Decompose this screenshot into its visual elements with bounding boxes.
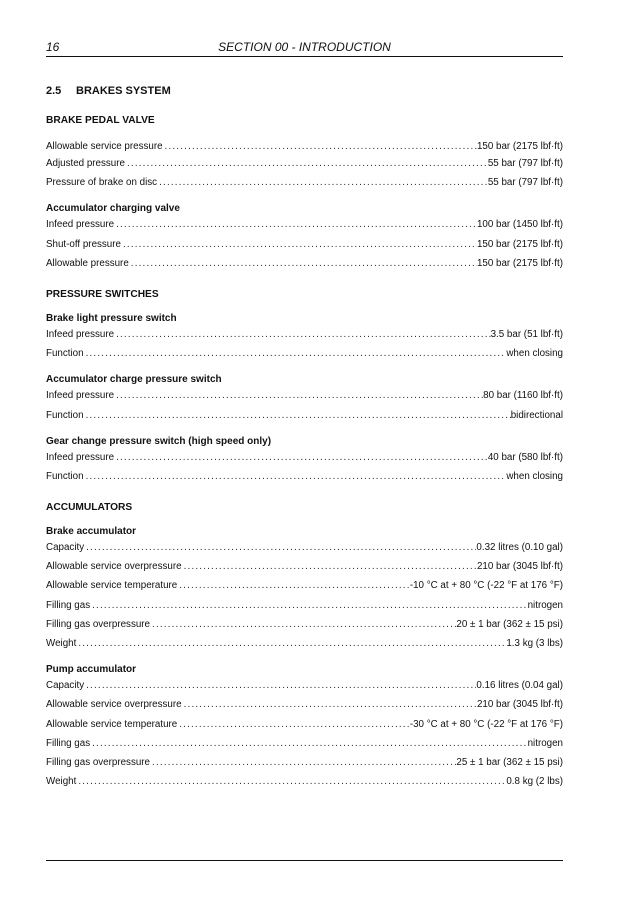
section-heading: [46, 85, 563, 103]
subgroup-heading: Brake light pressure switch: [46, 312, 177, 324]
spec-row: [46, 676, 563, 695]
dot-leader: [125, 154, 488, 173]
spec-value: -30 °C at + 80 °C (-22 °F at 176 °F): [409, 718, 563, 730]
spec-label: Adjusted pressure: [46, 158, 125, 169]
spec-row: [46, 734, 563, 753]
spec-row: [46, 235, 563, 254]
spec-row: [46, 154, 563, 173]
spec-label: Weight: [46, 776, 77, 788]
spec-block: [46, 500, 563, 791]
section-title: BRAKES SYSTEM: [76, 85, 171, 97]
spec-row: [46, 448, 563, 467]
spec-row: [46, 695, 563, 714]
spec-label: Allowable service temperature: [46, 580, 178, 592]
spec-row: [46, 772, 563, 791]
spec-row: [46, 576, 563, 595]
spec-row: [46, 538, 563, 557]
section-number: 2.5: [46, 85, 62, 97]
dot-leader: [84, 538, 476, 557]
spec-label: Function: [46, 409, 84, 421]
spec-label: Filling gas: [46, 599, 91, 611]
section-header-title: SECTION 00 - INTRODUCTION: [218, 40, 391, 54]
spec-row: [46, 173, 563, 192]
spec-label: Allowable pressure: [46, 257, 129, 269]
spec-subgroup: [46, 526, 563, 653]
spec-subgroup: [46, 664, 563, 791]
dot-leader: [177, 576, 410, 595]
spec-row: [46, 139, 563, 154]
dot-leader: [129, 254, 477, 273]
spec-value: 55 bar (797 lbf·ft): [487, 177, 563, 189]
spec-subgroup: [46, 436, 563, 486]
block-heading: BRAKE PEDAL VALVE: [46, 115, 155, 126]
spec-row: [46, 753, 563, 772]
spec-label: Allowable service pressure: [46, 141, 163, 152]
spec-row: [46, 386, 563, 405]
manual-page: [46, 0, 563, 903]
spec-subgroup: [46, 313, 563, 363]
spec-value: 100 bar (1450 lbf·ft): [476, 219, 563, 231]
spec-value: 210 bar (3045 lbf·ft): [476, 699, 563, 711]
spec-subgroup: [46, 139, 563, 192]
spec-label: Filling gas overpressure: [46, 618, 151, 630]
page-header: [46, 38, 563, 57]
subgroup-heading: Pump accumulator: [46, 664, 137, 676]
spec-label: Filling gas: [46, 737, 91, 749]
spec-value: 210 bar (3045 lbf·ft): [476, 561, 563, 573]
footer-rule: [46, 860, 563, 861]
dot-leader: [150, 753, 456, 772]
spec-value: 150 bar (2175 lbf·ft): [476, 257, 563, 269]
spec-row: [46, 557, 563, 576]
spec-value: 25 ± 1 bar (362 ± 15 psi): [456, 756, 563, 768]
subgroup-heading: Accumulator charging valve: [46, 203, 180, 215]
spec-label: Capacity: [46, 680, 85, 692]
spec-label: Pressure of brake on disc: [46, 177, 158, 189]
spec-row: [46, 467, 563, 486]
spec-subgroup: [46, 203, 563, 273]
dot-leader: [84, 406, 511, 425]
spec-row: [46, 344, 563, 363]
spec-value: 20 ± 1 bar (362 ± 15 psi): [456, 618, 563, 630]
spec-block: [46, 287, 563, 486]
spec-blocks: [46, 113, 563, 791]
spec-value: bidirectional: [510, 409, 563, 421]
dot-leader: [84, 467, 507, 486]
spec-value: 150 bar (2175 lbf·ft): [476, 238, 563, 250]
spec-value: 0.8 kg (2 lbs): [506, 776, 563, 788]
spec-value: 1.3 kg (3 lbs): [506, 638, 563, 649]
spec-label: Weight: [46, 638, 77, 649]
block-heading: PRESSURE SWITCHES: [46, 288, 159, 300]
spec-value: nitrogen: [527, 599, 563, 611]
spec-value: 40 bar (580 lbf·ft): [487, 451, 563, 463]
dot-leader: [182, 557, 477, 576]
block-heading: ACCUMULATORS: [46, 502, 133, 514]
dot-leader: [114, 325, 491, 344]
dot-leader: [84, 344, 507, 363]
dot-leader: [76, 772, 506, 791]
dot-leader: [177, 715, 410, 734]
spec-value: 0.32 litres (0.10 gal): [476, 542, 563, 554]
dot-leader: [90, 596, 527, 615]
spec-value: when closing: [506, 348, 563, 360]
subgroup-heading: Accumulator charge pressure switch: [46, 374, 222, 386]
spec-value: 3.5 bar (51 lbf·ft): [490, 328, 563, 340]
spec-label: Function: [46, 348, 84, 360]
spec-row: [46, 615, 563, 634]
spec-label: Shut-off pressure: [46, 238, 121, 250]
dot-leader: [150, 615, 456, 634]
spec-label: Allowable service overpressure: [46, 699, 182, 711]
spec-row: [46, 215, 563, 234]
spec-label: Infeed pressure: [46, 328, 115, 340]
spec-row: [46, 596, 563, 615]
dot-leader: [157, 173, 488, 192]
subgroup-heading: Brake accumulator: [46, 526, 137, 538]
spec-label: Infeed pressure: [46, 390, 115, 402]
subgroup-heading: Gear change pressure switch (high speed only): [46, 435, 272, 447]
spec-label: Allowable service temperature: [46, 718, 178, 730]
spec-label: Allowable service overpressure: [46, 561, 182, 573]
spec-row: [46, 325, 563, 344]
page-content: [46, 85, 563, 805]
spec-value: 150 bar (2175 lbf·ft): [476, 141, 563, 152]
dot-leader: [182, 695, 477, 714]
spec-value: -10 °C at + 80 °C (-22 °F at 176 °F): [409, 580, 563, 592]
spec-row: [46, 634, 563, 653]
spec-block: [46, 113, 563, 273]
spec-label: Function: [46, 470, 84, 482]
spec-value: 55 bar (797 lbf·ft): [487, 158, 563, 169]
dot-leader: [121, 235, 477, 254]
dot-leader: [90, 734, 527, 753]
spec-label: Filling gas overpressure: [46, 756, 151, 768]
spec-subgroup: [46, 374, 563, 424]
dot-leader: [114, 448, 488, 467]
spec-value: 80 bar (1160 lbf·ft): [483, 390, 563, 402]
spec-value: 0.16 litres (0.04 gal): [476, 680, 563, 692]
dot-leader: [114, 386, 483, 405]
spec-value: nitrogen: [527, 737, 563, 749]
spec-label: Capacity: [46, 542, 85, 554]
dot-leader: [114, 215, 477, 234]
dot-leader: [163, 139, 477, 154]
spec-row: [46, 715, 563, 734]
spec-label: Infeed pressure: [46, 219, 115, 231]
spec-label: Infeed pressure: [46, 451, 115, 463]
spec-row: [46, 254, 563, 273]
page-number: 16: [46, 40, 60, 54]
spec-value: when closing: [506, 470, 563, 482]
spec-row: [46, 406, 563, 425]
dot-leader: [84, 676, 476, 695]
dot-leader: [76, 634, 506, 653]
